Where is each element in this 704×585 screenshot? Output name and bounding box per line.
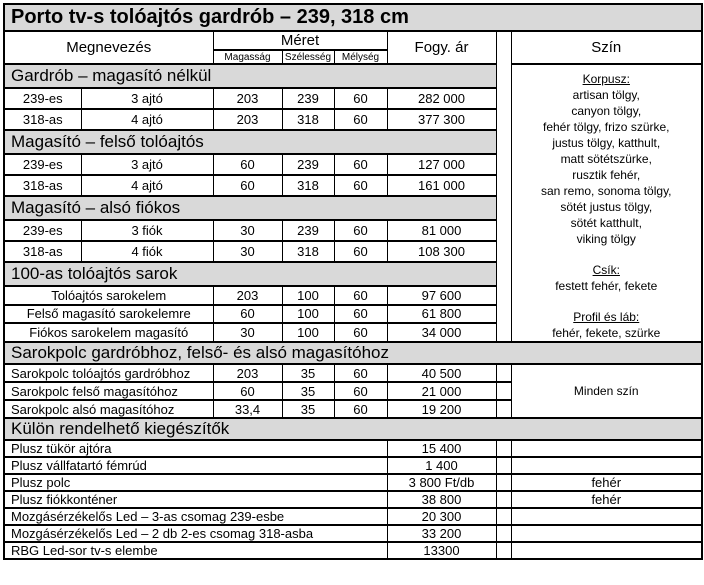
- accessory-name-cell: RBG Led-sor tv-s elembe: [4, 542, 387, 559]
- product-name-cell: Sarokpolc tolóajtós gardróbhoz: [4, 364, 213, 382]
- price-cell: 161 000: [387, 175, 496, 196]
- spacer-cell: [496, 491, 511, 508]
- spacer-cell: [496, 525, 511, 542]
- column-header-megnevezes: Megnevezés: [4, 31, 213, 64]
- accessory-color-cell: [511, 440, 702, 457]
- section-header: Sarokpolc gardróbhoz, felső- és alsó magasítóhoz: [4, 342, 702, 364]
- price-cell: 61 800: [387, 305, 496, 324]
- price-cell: 21 000: [387, 382, 496, 400]
- spacer-cell: [496, 400, 511, 418]
- korpusz-label: Korpusz:: [582, 72, 630, 86]
- table-row: [4, 508, 702, 525]
- section-row: [4, 342, 702, 364]
- price-cell: 377 300: [387, 109, 496, 130]
- price-cell: 15 400: [387, 440, 496, 457]
- price-table: [3, 3, 703, 560]
- table-row: [4, 542, 702, 559]
- accessory-name-cell: Plusz vállfatartó fémrúd: [4, 457, 387, 474]
- width-value-cell: 239: [282, 154, 334, 175]
- accessory-color-cell: fehér: [511, 474, 702, 491]
- column-subheader-szelesseg: Szélesség: [282, 50, 334, 64]
- table-row: [4, 457, 702, 474]
- spacer-cell: [496, 364, 511, 382]
- korpusz-line: sötét katthult,: [570, 216, 642, 230]
- page-title: Porto tv-s tolóajtós gardrób – 239, 318 cm: [4, 4, 702, 31]
- product-config-cell: 3 fiók: [81, 220, 213, 241]
- accessory-color-cell: fehér: [511, 491, 702, 508]
- product-variant-cell: 239-es: [4, 154, 81, 175]
- title-row: [4, 4, 702, 31]
- spacer-cell: [496, 508, 511, 525]
- section-row: [4, 64, 702, 88]
- width-value-cell: 35: [282, 400, 334, 418]
- price-cell: 19 200: [387, 400, 496, 418]
- height-value-cell: 203: [213, 286, 282, 305]
- width-value-cell: 318: [282, 175, 334, 196]
- depth-value-cell: 60: [334, 382, 387, 400]
- price-cell: 1 400: [387, 457, 496, 474]
- spacer-cell: [496, 474, 511, 491]
- product-variant-cell: 318-as: [4, 109, 81, 130]
- depth-value-cell: 60: [334, 88, 387, 109]
- color-options-cell: [511, 64, 702, 342]
- korpusz-line: matt sötétszürke,: [560, 152, 652, 166]
- price-cell: 20 300: [387, 508, 496, 525]
- price-cell: 34 000: [387, 323, 496, 342]
- accessory-color-cell: [511, 457, 702, 474]
- spacer: [512, 247, 702, 262]
- price-cell: 81 000: [387, 220, 496, 241]
- spacer-cell: [496, 542, 511, 559]
- price-cell: 40 500: [387, 364, 496, 382]
- width-value-cell: 318: [282, 109, 334, 130]
- product-config-cell: 3 ajtó: [81, 88, 213, 109]
- section-header: Külön rendelhető kiegészítők: [4, 418, 702, 440]
- column-subheader-melyseg: Mélység: [334, 50, 387, 64]
- price-cell: 33 200: [387, 525, 496, 542]
- height-value-cell: 60: [213, 382, 282, 400]
- korpusz-line: viking tölgy: [576, 232, 636, 246]
- product-config-cell: 4 fiók: [81, 241, 213, 262]
- profil-label: Profil és láb:: [573, 310, 640, 324]
- width-value-cell: 100: [282, 286, 334, 305]
- product-variant-cell: 239-es: [4, 88, 81, 109]
- column-header-fogyar: Fogy. ár: [387, 31, 496, 64]
- table-row: [4, 474, 702, 491]
- korpusz-line: rusztik fehér,: [572, 168, 641, 182]
- width-value-cell: 239: [282, 220, 334, 241]
- product-name-cell: Sarokpolc felső magasítóhoz: [4, 382, 213, 400]
- section-row: [4, 418, 702, 440]
- section-header: 100-as tolóajtós sarok: [4, 262, 496, 286]
- price-cell: 97 600: [387, 286, 496, 305]
- color-options-cell: Minden szín: [511, 364, 702, 418]
- width-value-cell: 100: [282, 305, 334, 324]
- price-cell: 108 300: [387, 241, 496, 262]
- price-cell: 127 000: [387, 154, 496, 175]
- spacer-cell: [496, 440, 511, 457]
- height-value-cell: 203: [213, 109, 282, 130]
- spacer: [512, 294, 702, 309]
- product-name-cell: Felső magasító sarokelemre: [4, 305, 213, 324]
- height-value-cell: 203: [213, 364, 282, 382]
- accessory-name-cell: Plusz fiókkonténer: [4, 491, 387, 508]
- depth-value-cell: 60: [334, 109, 387, 130]
- price-cell: 13300: [387, 542, 496, 559]
- accessory-name-cell: Mozgásérzékelős Led – 3-as csomag 239-esbe: [4, 508, 387, 525]
- depth-value-cell: 60: [334, 323, 387, 342]
- width-value-cell: 35: [282, 382, 334, 400]
- accessory-name-cell: Plusz tükör ajtóra: [4, 440, 387, 457]
- height-value-cell: 30: [213, 220, 282, 241]
- spacer-cell: [496, 457, 511, 474]
- depth-value-cell: 60: [334, 286, 387, 305]
- korpusz-line: canyon tölgy,: [571, 104, 642, 118]
- csik-label: Csík:: [592, 263, 620, 277]
- column-header-szin: Szín: [511, 31, 702, 64]
- price-cell: 3 800 Ft/db: [387, 474, 496, 491]
- depth-value-cell: 60: [334, 364, 387, 382]
- table-row: [4, 525, 702, 542]
- spacer-cell: [496, 382, 511, 400]
- depth-value-cell: 60: [334, 305, 387, 324]
- depth-value-cell: 60: [334, 400, 387, 418]
- section-header: Magasító – felső tolóajtós: [4, 130, 496, 154]
- price-cell: 282 000: [387, 88, 496, 109]
- accessory-color-cell: [511, 542, 702, 559]
- height-value-cell: 60: [213, 175, 282, 196]
- product-name-cell: Sarokpolc alsó magasítóhoz: [4, 400, 213, 418]
- korpusz-line: justus tölgy, katthult,: [552, 136, 661, 150]
- accessory-color-cell: [511, 508, 702, 525]
- table-row: [4, 491, 702, 508]
- column-subheader-magassag: Magasság: [213, 50, 282, 64]
- product-name-cell: Fiókos sarokelem magasító: [4, 323, 213, 342]
- header-row-1: [4, 31, 702, 50]
- product-name-cell: Tolóajtós sarokelem: [4, 286, 213, 305]
- depth-value-cell: 60: [334, 241, 387, 262]
- product-variant-cell: 239-es: [4, 220, 81, 241]
- korpusz-line: artisan tölgy,: [572, 88, 640, 102]
- product-config-cell: 4 ajtó: [81, 175, 213, 196]
- korpusz-line: san remo, sonoma tölgy,: [541, 184, 672, 198]
- height-value-cell: 30: [213, 323, 282, 342]
- width-value-cell: 35: [282, 364, 334, 382]
- product-variant-cell: 318-as: [4, 175, 81, 196]
- height-value-cell: 60: [213, 154, 282, 175]
- height-value-cell: 30: [213, 241, 282, 262]
- korpusz-line: fehér tölgy, frizo szürke,: [543, 120, 670, 134]
- product-variant-cell: 318-as: [4, 241, 81, 262]
- section-header: Gardrób – magasító nélkül: [4, 64, 496, 88]
- height-value-cell: 33,4: [213, 400, 282, 418]
- width-value-cell: 318: [282, 241, 334, 262]
- product-config-cell: 3 ajtó: [81, 154, 213, 175]
- column-header-meret: Méret: [213, 31, 387, 50]
- profil-value: fehér, fekete, szürke: [552, 326, 661, 340]
- depth-value-cell: 60: [334, 154, 387, 175]
- accessory-color-cell: [511, 525, 702, 542]
- depth-value-cell: 60: [334, 175, 387, 196]
- width-value-cell: 239: [282, 88, 334, 109]
- height-value-cell: 203: [213, 88, 282, 109]
- depth-value-cell: 60: [334, 220, 387, 241]
- price-cell: 38 800: [387, 491, 496, 508]
- section-header: Magasító – alsó fiókos: [4, 196, 496, 220]
- width-value-cell: 100: [282, 323, 334, 342]
- accessory-name-cell: Mozgásérzékelős Led – 2 db 2-es csomag 318-asba: [4, 525, 387, 542]
- table-row: [4, 364, 702, 382]
- height-value-cell: 60: [213, 305, 282, 324]
- product-config-cell: 4 ajtó: [81, 109, 213, 130]
- accessory-name-cell: Plusz polc: [4, 474, 387, 491]
- csik-value: festett fehér, fekete: [555, 279, 658, 293]
- table-row: [4, 440, 702, 457]
- spacer-cell: [496, 31, 511, 342]
- korpusz-line: sötét justus tölgy,: [560, 200, 653, 214]
